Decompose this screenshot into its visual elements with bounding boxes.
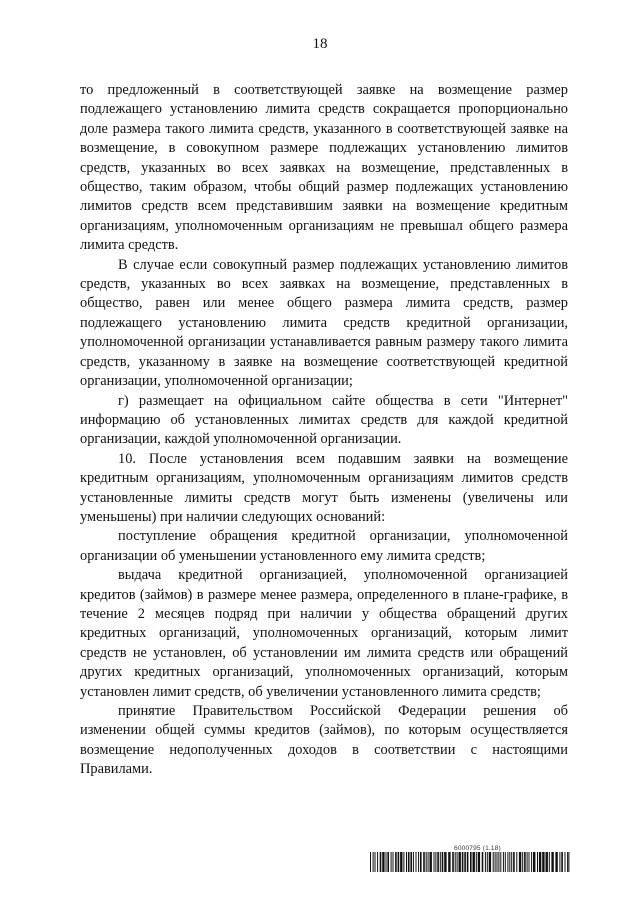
document-body bbox=[80, 81, 568, 780]
paragraph: В случае если совокупный размер подлежащих установлению лимитов средств, указанных во всех заявках на возмещение, представленных в общество, равен или менее общего размера лимита средств, размер подлежащего установлению лимита средств кредитной организации, уполномоченной организации устанавливается равным размеру такого лимита средств, указанному в заявке на возмещение соответствующей кредитной организации, уполномоченной организации; bbox=[80, 256, 568, 390]
paragraph: то предложенный в соответствующей заявке на возмещение размер подлежащего установлению лимита средств сокращается пропорционально доле размера такого лимита средств, указанного в соответствующей заявке на возмещение, в совокупном размере подлежащих установлению лимитов средств, указанных во всех заявках на возмещение, представленных в общество, таким образом, чтобы общий размер подлежащих установлению лимитов средств всем представившим заявки на возмещение кредитным организациям, уполномоченным организациям не превышал общего размера лимита средств. bbox=[80, 82, 568, 254]
barcode-icon bbox=[370, 852, 570, 872]
paragraph: г) размещает на официальном сайте общества в сети "Интернет" информацию об установленных лимитах средств для каждой кредитной организации, каждой уполномоченной организации. bbox=[80, 392, 568, 448]
paragraph: поступление обращения кредитной организации, уполномоченной организации об уменьшении установленного ему лимита средств; bbox=[80, 528, 568, 564]
paragraph: выдача кредитной организацией, уполномоченной организацией кредитов (займов) в размере менее размера, определенного в плане-графике, в течение 2 месяцев подряд при наличии у общества обращений других кредитных организаций, уполномоченных организаций, которым лимит средств не установлен, об установлении им лимита средств или обращений других кредитных организаций, уполномоченных организаций, которым установлен лимит средств, об увеличении установленного лимита средств; bbox=[80, 567, 568, 700]
document-code: 6000795 (1.18) bbox=[454, 845, 501, 852]
page-number: 18 bbox=[312, 36, 328, 52]
paragraph: 10. После установления всем подавшим заявки на возмещение кредитным организациям, уполномоченным организациям лимитов средств установленные лимиты средств могут быть изменены (увеличены или уменьшены) при наличии следующих оснований: bbox=[80, 450, 568, 525]
paragraph: принятие Правительством Российской Федерации решения об изменении общей суммы кредитов (займов), по которым осуществляется возмещение недополученных доходов в соответствии с настоящими Правилами. bbox=[80, 703, 568, 778]
